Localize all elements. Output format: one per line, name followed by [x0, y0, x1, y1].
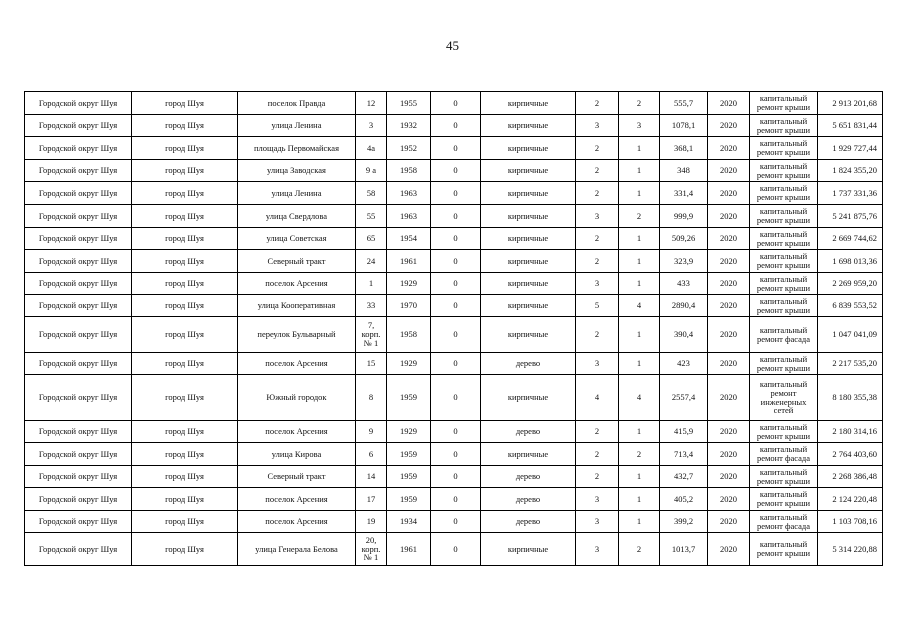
cell-repair-cost: 5 314 220,88 [818, 533, 883, 566]
cell-repair-type: капитальный ремонт инженерных сетей [750, 375, 818, 421]
cell-commissioning-year: 0 [431, 488, 481, 511]
cell-house-number: 8 [356, 375, 387, 421]
cell-floors: 2 [576, 160, 619, 182]
cell-municipality: Городской округ Шуя [25, 317, 132, 353]
cell-floors: 4 [576, 375, 619, 421]
cell-settlement: город Шуя [132, 353, 238, 375]
cell-area: 415,9 [660, 421, 708, 443]
cell-street: улица Ленина [238, 115, 356, 137]
cell-repair-type: капитальный ремонт крыши [750, 273, 818, 295]
cell-settlement: город Шуя [132, 92, 238, 115]
cell-repair-year: 2020 [708, 317, 750, 353]
cell-entrances: 1 [619, 466, 660, 488]
cell-wall-material: кирпичные [481, 182, 576, 205]
cell-build-year: 1959 [387, 466, 431, 488]
page-number: 45 [446, 38, 459, 53]
cell-repair-year: 2020 [708, 137, 750, 160]
cell-entrances: 4 [619, 375, 660, 421]
cell-area: 423 [660, 353, 708, 375]
cell-build-year: 1954 [387, 228, 431, 250]
cell-house-number: 14 [356, 466, 387, 488]
cell-street: поселок Правда [238, 92, 356, 115]
cell-entrances: 1 [619, 273, 660, 295]
cell-commissioning-year: 0 [431, 250, 481, 273]
cell-floors: 3 [576, 273, 619, 295]
cell-repair-type: капитальный ремонт фасада [750, 511, 818, 533]
cell-floors: 2 [576, 137, 619, 160]
cell-floors: 2 [576, 466, 619, 488]
table-row [25, 160, 883, 182]
cell-area: 433 [660, 273, 708, 295]
cell-area: 405,2 [660, 488, 708, 511]
cell-floors: 3 [576, 353, 619, 375]
cell-settlement: город Шуя [132, 137, 238, 160]
table-row [25, 228, 883, 250]
cell-wall-material: кирпичные [481, 250, 576, 273]
cell-entrances: 1 [619, 353, 660, 375]
cell-wall-material: кирпичные [481, 205, 576, 228]
cell-repair-type: капитальный ремонт крыши [750, 466, 818, 488]
cell-entrances: 1 [619, 182, 660, 205]
cell-entrances: 1 [619, 250, 660, 273]
cell-municipality: Городской округ Шуя [25, 533, 132, 566]
cell-area: 399,2 [660, 511, 708, 533]
cell-municipality: Городской округ Шуя [25, 273, 132, 295]
cell-street: улица Советская [238, 228, 356, 250]
cell-settlement: город Шуя [132, 205, 238, 228]
cell-commissioning-year: 0 [431, 273, 481, 295]
cell-repair-type: капитальный ремонт крыши [750, 160, 818, 182]
cell-house-number: 58 [356, 182, 387, 205]
cell-repair-type: капитальный ремонт крыши [750, 205, 818, 228]
cell-municipality: Городской округ Шуя [25, 160, 132, 182]
cell-municipality: Городской округ Шуя [25, 421, 132, 443]
cell-wall-material: кирпичные [481, 160, 576, 182]
cell-commissioning-year: 0 [431, 92, 481, 115]
cell-area: 331,4 [660, 182, 708, 205]
cell-repair-cost: 1 103 708,16 [818, 511, 883, 533]
cell-repair-cost: 6 839 553,52 [818, 295, 883, 317]
cell-repair-type: капитальный ремонт крыши [750, 250, 818, 273]
cell-repair-year: 2020 [708, 421, 750, 443]
cell-house-number: 65 [356, 228, 387, 250]
cell-house-number: 4а [356, 137, 387, 160]
cell-repair-year: 2020 [708, 533, 750, 566]
cell-repair-year: 2020 [708, 182, 750, 205]
cell-settlement: город Шуя [132, 317, 238, 353]
cell-commissioning-year: 0 [431, 205, 481, 228]
cell-repair-cost: 1 047 041,09 [818, 317, 883, 353]
cell-municipality: Городской округ Шуя [25, 353, 132, 375]
housing-repair-table [24, 91, 883, 566]
cell-repair-cost: 8 180 355,38 [818, 375, 883, 421]
table-row [25, 511, 883, 533]
cell-area: 509,26 [660, 228, 708, 250]
cell-wall-material: дерево [481, 511, 576, 533]
cell-entrances: 3 [619, 115, 660, 137]
cell-area: 713,4 [660, 443, 708, 466]
cell-municipality: Городской округ Шуя [25, 182, 132, 205]
cell-settlement: город Шуя [132, 443, 238, 466]
cell-entrances: 4 [619, 295, 660, 317]
cell-area: 2557,4 [660, 375, 708, 421]
cell-repair-type: капитальный ремонт фасада [750, 317, 818, 353]
cell-floors: 3 [576, 205, 619, 228]
cell-entrances: 2 [619, 443, 660, 466]
cell-street: Южный городок [238, 375, 356, 421]
cell-build-year: 1963 [387, 182, 431, 205]
cell-street: переулок Бульварный [238, 317, 356, 353]
cell-settlement: город Шуя [132, 421, 238, 443]
cell-floors: 3 [576, 115, 619, 137]
cell-build-year: 1961 [387, 250, 431, 273]
table-row [25, 533, 883, 566]
table-row [25, 295, 883, 317]
cell-repair-type: капитальный ремонт крыши [750, 182, 818, 205]
table-row [25, 375, 883, 421]
cell-repair-cost: 5 651 831,44 [818, 115, 883, 137]
cell-wall-material: кирпичные [481, 273, 576, 295]
cell-entrances: 1 [619, 228, 660, 250]
cell-street: улица Кооперативная [238, 295, 356, 317]
cell-area: 432,7 [660, 466, 708, 488]
cell-street: поселок Арсения [238, 511, 356, 533]
cell-wall-material: кирпичные [481, 115, 576, 137]
cell-street: поселок Арсения [238, 421, 356, 443]
cell-repair-year: 2020 [708, 250, 750, 273]
cell-street: поселок Арсения [238, 353, 356, 375]
cell-settlement: город Шуя [132, 160, 238, 182]
cell-settlement: город Шуя [132, 511, 238, 533]
cell-commissioning-year: 0 [431, 137, 481, 160]
cell-repair-cost: 2 268 386,48 [818, 466, 883, 488]
cell-commissioning-year: 0 [431, 533, 481, 566]
cell-repair-type: капитальный ремонт фасада [750, 443, 818, 466]
cell-floors: 5 [576, 295, 619, 317]
cell-floors: 2 [576, 317, 619, 353]
cell-area: 2890,4 [660, 295, 708, 317]
cell-repair-cost: 5 241 875,76 [818, 205, 883, 228]
cell-entrances: 1 [619, 137, 660, 160]
cell-repair-cost: 2 269 959,20 [818, 273, 883, 295]
table-row [25, 443, 883, 466]
cell-repair-type: капитальный ремонт крыши [750, 353, 818, 375]
cell-build-year: 1958 [387, 317, 431, 353]
cell-municipality: Городской округ Шуя [25, 443, 132, 466]
cell-repair-year: 2020 [708, 375, 750, 421]
cell-build-year: 1952 [387, 137, 431, 160]
cell-repair-year: 2020 [708, 466, 750, 488]
cell-repair-type: капитальный ремонт крыши [750, 295, 818, 317]
table-row [25, 182, 883, 205]
cell-house-number: 9 [356, 421, 387, 443]
cell-municipality: Городской округ Шуя [25, 137, 132, 160]
cell-settlement: город Шуя [132, 182, 238, 205]
cell-settlement: город Шуя [132, 250, 238, 273]
cell-floors: 2 [576, 250, 619, 273]
cell-entrances: 1 [619, 511, 660, 533]
cell-wall-material: кирпичные [481, 92, 576, 115]
cell-house-number: 3 [356, 115, 387, 137]
cell-house-number: 20, корп. № 1 [356, 533, 387, 566]
cell-repair-cost: 1 737 331,36 [818, 182, 883, 205]
cell-street: улица Свердлова [238, 205, 356, 228]
cell-repair-year: 2020 [708, 488, 750, 511]
cell-entrances: 1 [619, 421, 660, 443]
cell-build-year: 1929 [387, 421, 431, 443]
table-row [25, 488, 883, 511]
cell-municipality: Городской округ Шуя [25, 115, 132, 137]
cell-street: Северный тракт [238, 250, 356, 273]
cell-repair-cost: 1 929 727,44 [818, 137, 883, 160]
cell-repair-year: 2020 [708, 273, 750, 295]
cell-commissioning-year: 0 [431, 353, 481, 375]
cell-area: 390,4 [660, 317, 708, 353]
cell-wall-material: кирпичные [481, 375, 576, 421]
cell-area: 368,1 [660, 137, 708, 160]
cell-wall-material: кирпичные [481, 228, 576, 250]
table-row [25, 92, 883, 115]
cell-entrances: 1 [619, 317, 660, 353]
cell-repair-cost: 2 217 535,20 [818, 353, 883, 375]
cell-repair-type: капитальный ремонт крыши [750, 488, 818, 511]
cell-street: улица Заводская [238, 160, 356, 182]
cell-floors: 3 [576, 511, 619, 533]
cell-floors: 3 [576, 533, 619, 566]
cell-commissioning-year: 0 [431, 228, 481, 250]
cell-house-number: 7, корп. № 1 [356, 317, 387, 353]
cell-house-number: 17 [356, 488, 387, 511]
cell-repair-year: 2020 [708, 511, 750, 533]
cell-entrances: 2 [619, 533, 660, 566]
cell-commissioning-year: 0 [431, 160, 481, 182]
cell-floors: 2 [576, 443, 619, 466]
cell-settlement: город Шуя [132, 488, 238, 511]
cell-municipality: Городской округ Шуя [25, 295, 132, 317]
cell-commissioning-year: 0 [431, 421, 481, 443]
cell-commissioning-year: 0 [431, 295, 481, 317]
cell-house-number: 1 [356, 273, 387, 295]
cell-settlement: город Шуя [132, 228, 238, 250]
cell-build-year: 1929 [387, 273, 431, 295]
cell-municipality: Городской округ Шуя [25, 511, 132, 533]
cell-build-year: 1932 [387, 115, 431, 137]
table-row [25, 205, 883, 228]
cell-repair-year: 2020 [708, 92, 750, 115]
cell-wall-material: дерево [481, 488, 576, 511]
cell-repair-cost: 1 698 013,36 [818, 250, 883, 273]
cell-entrances: 2 [619, 92, 660, 115]
cell-repair-year: 2020 [708, 160, 750, 182]
cell-municipality: Городской округ Шуя [25, 466, 132, 488]
cell-wall-material: дерево [481, 466, 576, 488]
cell-house-number: 15 [356, 353, 387, 375]
cell-commissioning-year: 0 [431, 317, 481, 353]
cell-commissioning-year: 0 [431, 466, 481, 488]
cell-build-year: 1934 [387, 511, 431, 533]
cell-area: 1013,7 [660, 533, 708, 566]
cell-wall-material: дерево [481, 421, 576, 443]
cell-repair-year: 2020 [708, 443, 750, 466]
cell-area: 999,9 [660, 205, 708, 228]
cell-street: поселок Арсения [238, 273, 356, 295]
cell-repair-type: капитальный ремонт крыши [750, 421, 818, 443]
cell-repair-cost: 2 913 201,68 [818, 92, 883, 115]
cell-commissioning-year: 0 [431, 375, 481, 421]
cell-settlement: город Шуя [132, 533, 238, 566]
cell-settlement: город Шуя [132, 466, 238, 488]
cell-municipality: Городской округ Шуя [25, 250, 132, 273]
cell-build-year: 1963 [387, 205, 431, 228]
cell-commissioning-year: 0 [431, 511, 481, 533]
cell-repair-year: 2020 [708, 353, 750, 375]
cell-repair-year: 2020 [708, 295, 750, 317]
cell-wall-material: кирпичные [481, 533, 576, 566]
cell-build-year: 1970 [387, 295, 431, 317]
cell-build-year: 1961 [387, 533, 431, 566]
cell-house-number: 12 [356, 92, 387, 115]
table-row [25, 250, 883, 273]
cell-build-year: 1955 [387, 92, 431, 115]
table-row [25, 137, 883, 160]
cell-settlement: город Шуя [132, 273, 238, 295]
cell-repair-year: 2020 [708, 205, 750, 228]
table-row [25, 353, 883, 375]
cell-repair-type: капитальный ремонт крыши [750, 115, 818, 137]
cell-floors: 3 [576, 488, 619, 511]
cell-commissioning-year: 0 [431, 115, 481, 137]
cell-area: 1078,1 [660, 115, 708, 137]
cell-area: 348 [660, 160, 708, 182]
cell-house-number: 24 [356, 250, 387, 273]
cell-house-number: 55 [356, 205, 387, 228]
cell-build-year: 1959 [387, 488, 431, 511]
cell-floors: 2 [576, 182, 619, 205]
cell-wall-material: кирпичные [481, 137, 576, 160]
table-body [25, 92, 883, 566]
cell-street: поселок Арсения [238, 488, 356, 511]
cell-street: площадь Первомайская [238, 137, 356, 160]
cell-area: 555,7 [660, 92, 708, 115]
cell-entrances: 1 [619, 488, 660, 511]
cell-house-number: 6 [356, 443, 387, 466]
cell-repair-year: 2020 [708, 228, 750, 250]
cell-repair-type: капитальный ремонт крыши [750, 228, 818, 250]
cell-commissioning-year: 0 [431, 443, 481, 466]
cell-build-year: 1958 [387, 160, 431, 182]
cell-entrances: 2 [619, 205, 660, 228]
cell-build-year: 1929 [387, 353, 431, 375]
cell-repair-cost: 2 669 744,62 [818, 228, 883, 250]
cell-street: улица Генерала Белова [238, 533, 356, 566]
cell-street: улица Ленина [238, 182, 356, 205]
table-row [25, 466, 883, 488]
cell-repair-type: капитальный ремонт крыши [750, 137, 818, 160]
table-row [25, 273, 883, 295]
cell-wall-material: кирпичные [481, 295, 576, 317]
cell-house-number: 19 [356, 511, 387, 533]
cell-commissioning-year: 0 [431, 182, 481, 205]
cell-street: улица Кирова [238, 443, 356, 466]
cell-floors: 2 [576, 228, 619, 250]
cell-repair-cost: 2 764 403,60 [818, 443, 883, 466]
cell-settlement: город Шуя [132, 115, 238, 137]
cell-entrances: 1 [619, 160, 660, 182]
cell-area: 323,9 [660, 250, 708, 273]
cell-municipality: Городской округ Шуя [25, 228, 132, 250]
cell-repair-cost: 2 124 220,48 [818, 488, 883, 511]
cell-repair-type: капитальный ремонт крыши [750, 92, 818, 115]
cell-wall-material: дерево [481, 353, 576, 375]
cell-settlement: город Шуя [132, 295, 238, 317]
cell-floors: 2 [576, 92, 619, 115]
cell-wall-material: кирпичные [481, 443, 576, 466]
cell-street: Северный тракт [238, 466, 356, 488]
cell-house-number: 33 [356, 295, 387, 317]
cell-municipality: Городской округ Шуя [25, 488, 132, 511]
cell-municipality: Городской округ Шуя [25, 205, 132, 228]
cell-municipality: Городской округ Шуя [25, 92, 132, 115]
cell-repair-year: 2020 [708, 115, 750, 137]
cell-municipality: Городской округ Шуя [25, 375, 132, 421]
table-row [25, 115, 883, 137]
cell-repair-type: капитальный ремонт крыши [750, 533, 818, 566]
cell-repair-cost: 2 180 314,16 [818, 421, 883, 443]
cell-house-number: 9 а [356, 160, 387, 182]
table-row [25, 317, 883, 353]
cell-repair-cost: 1 824 355,20 [818, 160, 883, 182]
cell-wall-material: кирпичные [481, 317, 576, 353]
cell-build-year: 1959 [387, 443, 431, 466]
cell-build-year: 1959 [387, 375, 431, 421]
cell-settlement: город Шуя [132, 375, 238, 421]
cell-floors: 2 [576, 421, 619, 443]
table-row [25, 421, 883, 443]
